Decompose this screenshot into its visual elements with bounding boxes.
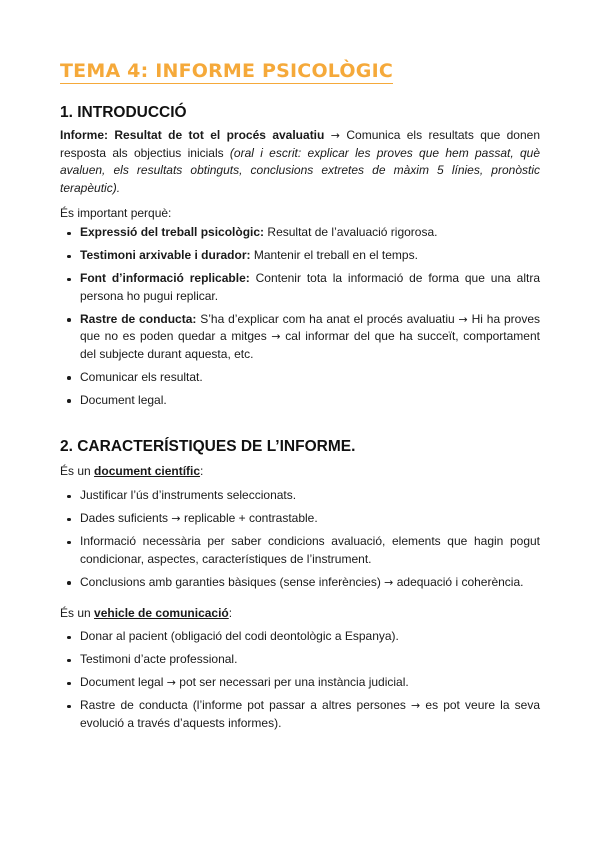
list-item: Rastre de conducta (l’informe pot passar a altres persones → es pot veure la seva evolució a través d’aquests informes). [64, 697, 540, 732]
list-item: Document legal. [64, 392, 540, 410]
intro-bold: Informe: Resultat de tot el procés avaluatiu [60, 128, 325, 142]
intro-end: . [116, 180, 121, 195]
list-item: Testimoni arxivable i durador: Mantenir el treball en el temps. [64, 247, 540, 265]
arrow-icon: → [411, 699, 421, 712]
intro-italic: (oral i escrit: explicar les proves que hem passat, què avaluen, els resultats obtinguts, conclusions extretes de màxim 5 línies, pronòstic terapèutic) [60, 145, 540, 195]
vehicle-comunicacio-list [64, 628, 540, 738]
list-item: Donar al pacient (obligació del codi deontològic a Espanya). [64, 628, 540, 646]
list-item: Dades suficients → replicable + contrastable. [64, 510, 540, 528]
arrow-icon: → [271, 330, 281, 343]
list-item: Justificar l’ús d’instruments seleccionats. [64, 487, 540, 505]
arrow-icon: → [171, 512, 181, 525]
important-label: És important perquè: [60, 206, 172, 220]
importance-list [64, 224, 540, 415]
list-item: Document legal → pot ser necessari per una instància judicial. [64, 674, 540, 692]
arrow-icon: → [458, 312, 468, 326]
list-item: Informació necessària per saber condicions avaluació, elements que hagin pogut condicionar, aspectes, característiques de l’instrument. [64, 533, 540, 568]
vehicle-comunicacio-label: És un vehicle de comunicació: [60, 606, 233, 620]
list-item: Conclusions amb garanties bàsiques (sense inferències) → adequació i coherència. [64, 574, 540, 592]
list-item: Comunicar els resultat. [64, 369, 540, 387]
section-1-heading: 1. INTRODUCCIÓ [60, 104, 187, 121]
document-title: TEMA 4: INFORME PSICOLÒGIC [60, 60, 393, 82]
list-item: Font d’informació replicable: Contenir tota la informació de forma que una altra persona ho pugui replicar. [64, 270, 540, 305]
section-2-heading: 2. CARACTERÍSTIQUES DE L’INFORME. [60, 438, 356, 455]
document-cientific-list [64, 487, 540, 597]
list-item: Rastre de conducta: S’ha d’explicar com ha anat el procés avaluatiu → Hi ha proves que no es poden quedar a mitges → cal informar del que ha succeït, comportament del subjecte durant aquesta, etc. [64, 311, 540, 364]
arrow-icon: → [330, 129, 340, 142]
list-item: Expressió del treball psicològic: Resultat de l’avaluació rigorosa. [64, 224, 540, 242]
arrow-icon: → [384, 575, 394, 589]
document-cientific-label: És un document científic: [60, 464, 204, 478]
intro-text: Comunica els resultats que donen resposta als objectius inicials [60, 128, 540, 160]
intro-paragraph [60, 127, 540, 197]
list-item: Testimoni d’acte professional. [64, 651, 540, 669]
arrow-icon: → [166, 676, 176, 689]
